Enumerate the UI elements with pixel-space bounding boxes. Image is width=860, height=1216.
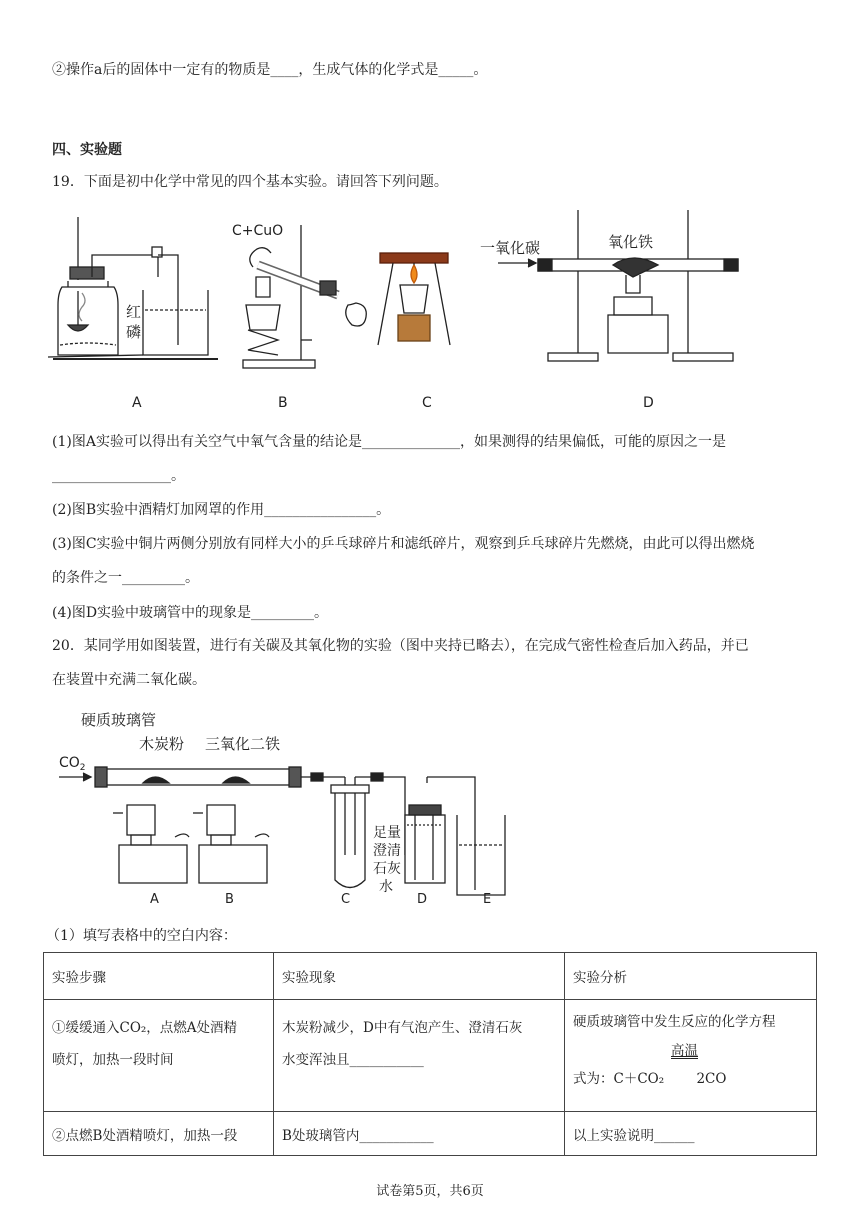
label-charcoal: 木炭粉 — [139, 735, 185, 753]
label-lime-2: 澄清 — [373, 843, 401, 859]
label-co2: $CO_2$ — [59, 755, 86, 773]
figure-a-caption: A — [132, 395, 142, 411]
row2-step: ②点燃B处酒精喷灯，加热一段 — [44, 1112, 274, 1156]
equation-left: 式为：C＋CO₂ — [573, 1071, 665, 1087]
figure-c-caption: C — [422, 395, 432, 411]
q20-stem-line2: 在装置中充满二氧化碳。 — [52, 672, 206, 688]
page-footer: 试卷第5页，共6页 — [376, 1184, 484, 1199]
question-18-part2: ②操作a后的固体中一定有的物质是____，生成气体的化学式是_____。 — [52, 62, 488, 78]
table-row — [44, 1000, 817, 1112]
section-title: 四、实验题 — [52, 142, 122, 158]
q19-sub2: (2)图B实验中酒精灯加网罩的作用________________。 — [52, 502, 391, 518]
figure-a-label-2: 磷 — [126, 323, 142, 341]
table-header-row — [44, 953, 817, 1000]
row1-phenomenon-line2: 水变浑浊且___________ — [282, 1052, 424, 1068]
row1-phenomenon — [274, 1000, 565, 1112]
row1-step-line2: 喷灯，加热一段时间 — [52, 1052, 174, 1068]
figure-d-label-top: 氧化铁 — [608, 233, 654, 251]
caption-d: D — [417, 892, 428, 907]
figure-d-label-left: 一氧化碳 — [480, 239, 541, 257]
caption-c: C — [341, 892, 351, 907]
caption-a: A — [150, 892, 159, 907]
figure-c-apparatus — [346, 253, 450, 345]
reaction-condition: 高温 — [671, 1043, 698, 1059]
figure-a-label-1: 红 — [126, 303, 142, 321]
label-ferric-oxide: 三氧化二铁 — [205, 735, 281, 753]
header-analysis: 实验分析 — [565, 953, 817, 1000]
header-phenomena: 实验现象 — [274, 953, 565, 1000]
q19-stem: 19．下面是初中化学中常见的四个基本实验。请回答下列问题。 — [52, 174, 448, 190]
figure-b-caption: B — [278, 395, 288, 411]
caption-e: E — [483, 892, 492, 907]
q20-stem-line1: 20．某同学用如图装置，进行有关碳及其氧化物的实验（图中夹持已略去），在完成气密性检查后加入药品，并已 — [52, 638, 749, 654]
row2-analysis: 以上实验说明______ — [565, 1112, 817, 1156]
q20-sub1: （1）填写表格中的空白内容： — [46, 928, 237, 944]
row1-step-line1: ①缓缓通入CO₂，点燃A处酒精 — [52, 1020, 238, 1036]
caption-b: B — [225, 892, 234, 907]
figure-d-caption: D — [643, 395, 654, 411]
label-lime-4: 水 — [379, 879, 393, 895]
experiment-table — [43, 952, 817, 1156]
equation-right: 2CO — [696, 1071, 727, 1087]
q20-figure — [55, 705, 525, 910]
row1-analysis — [565, 1000, 817, 1112]
label-hard-glass-tube: 硬质玻璃管 — [81, 711, 157, 729]
row1-step — [44, 1000, 274, 1112]
header-steps: 实验步骤 — [44, 953, 274, 1000]
q19-sub1-line2: _________________。 — [52, 468, 185, 484]
q19-sub4: (4)图D实验中玻璃管中的现象是_________。 — [52, 605, 329, 621]
label-lime-3: 石灰 — [373, 861, 401, 877]
label-lime-1: 足量 — [373, 825, 401, 841]
q19-sub1-line1: (1)图A实验可以得出有关空气中氧气含量的结论是______________，如果测得的结果偏低，可能的原因之一是 — [52, 434, 726, 450]
row1-analysis-line1: 硬质玻璃管中发生反应的化学方程 — [573, 1014, 776, 1030]
q19-sub3-line2: 的条件之一_________。 — [52, 570, 199, 586]
reaction-equation — [573, 1066, 808, 1092]
figure-b-label: C+CuO — [232, 223, 284, 239]
row2-phenomenon: B处玻璃管内___________ — [274, 1112, 565, 1156]
row1-phenomenon-line1: 木炭粉减少，D中有气泡产生、澄清石灰 — [282, 1020, 523, 1036]
q19-sub3-line1: (3)图C实验中铜片两侧分别放有同样大小的乒乓球碎片和滤纸碎片，观察到乒乓球碎片先燃烧，由此可以得出燃烧 — [52, 536, 755, 552]
figure-b-apparatus — [243, 225, 338, 368]
q19-figure — [48, 205, 768, 420]
table-row — [44, 1112, 817, 1156]
